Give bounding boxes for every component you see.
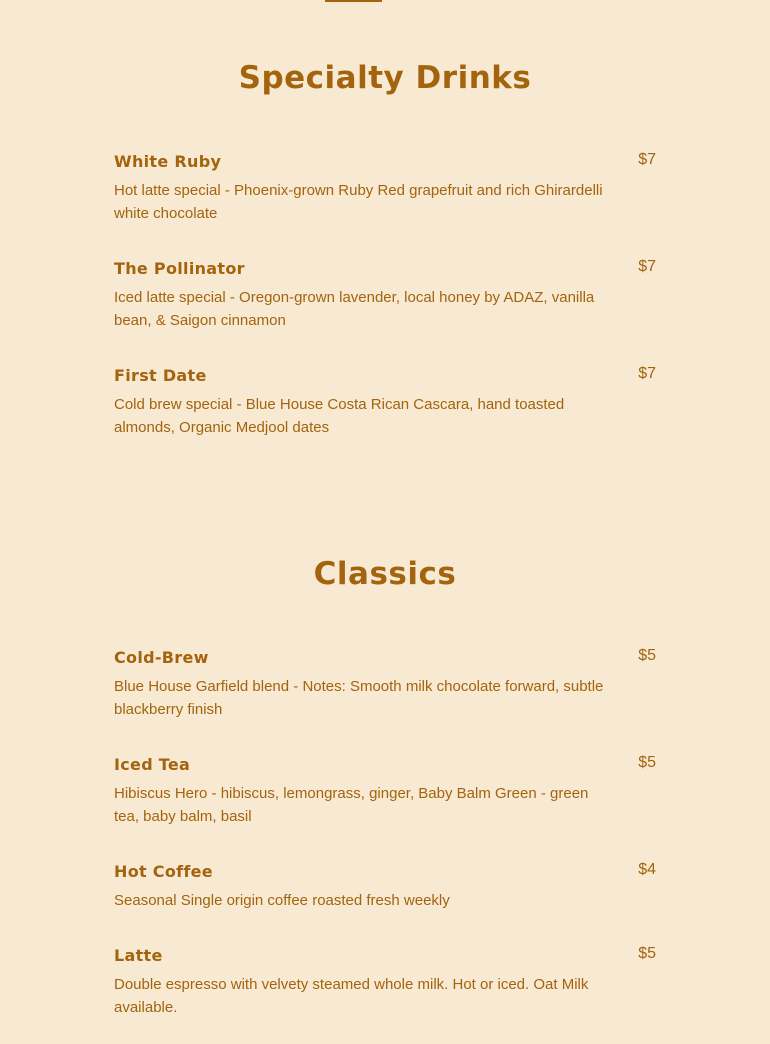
item-price: $4 [638,861,656,878]
item-name: White Ruby [114,152,222,171]
item-price: $5 [638,945,656,962]
item-description: Hibiscus Hero - hibiscus, lemongrass, ginger, Baby Balm Green - green tea, baby balm, basil [114,785,589,825]
item-description: Double espresso with velvety steamed whole milk. Hot or iced. Oat Milk available. [114,976,589,1016]
item-price: $5 [638,647,656,664]
item-description: Cold brew special - Blue House Costa Rican Cascara, hand toasted almonds, Organic Medjool dates [114,396,565,436]
item-name: First Date [114,366,207,385]
item-description: Hot latte special - Phoenix-grown Ruby Red grapefruit and rich Ghirardelli white chocolate [114,182,603,222]
item-name: Hot Coffee [114,862,213,881]
menu-item-latte [114,946,656,1019]
menu-item-iced-tea [114,755,656,828]
menu-item-cold-brew [114,648,656,721]
item-description: Iced latte special - Oregon-grown lavender, local honey by ADAZ, vanilla bean, & Saigon cinnamon [114,289,595,329]
item-name: The Pollinator [114,259,245,278]
item-name: Latte [114,946,163,965]
section-title-specialty-drinks: Specialty Drinks [238,60,532,96]
item-description: Seasonal Single origin coffee roasted fresh weekly [114,892,450,909]
item-price: $5 [638,754,656,771]
menu-item-the-pollinator [114,259,656,332]
top-link-underline [325,0,382,2]
item-name: Cold-Brew [114,648,209,667]
menu-item-white-ruby [114,152,656,225]
item-name: Iced Tea [114,755,191,774]
item-price: $7 [638,258,656,275]
menu-item-hot-coffee [114,862,656,913]
item-description: Blue House Garfield blend - Notes: Smooth milk chocolate forward, subtle blackberry finish [114,678,604,718]
menu-item-first-date [114,366,656,439]
item-price: $7 [638,151,656,168]
item-price: $7 [638,365,656,382]
section-title-classics: Classics [313,556,457,592]
